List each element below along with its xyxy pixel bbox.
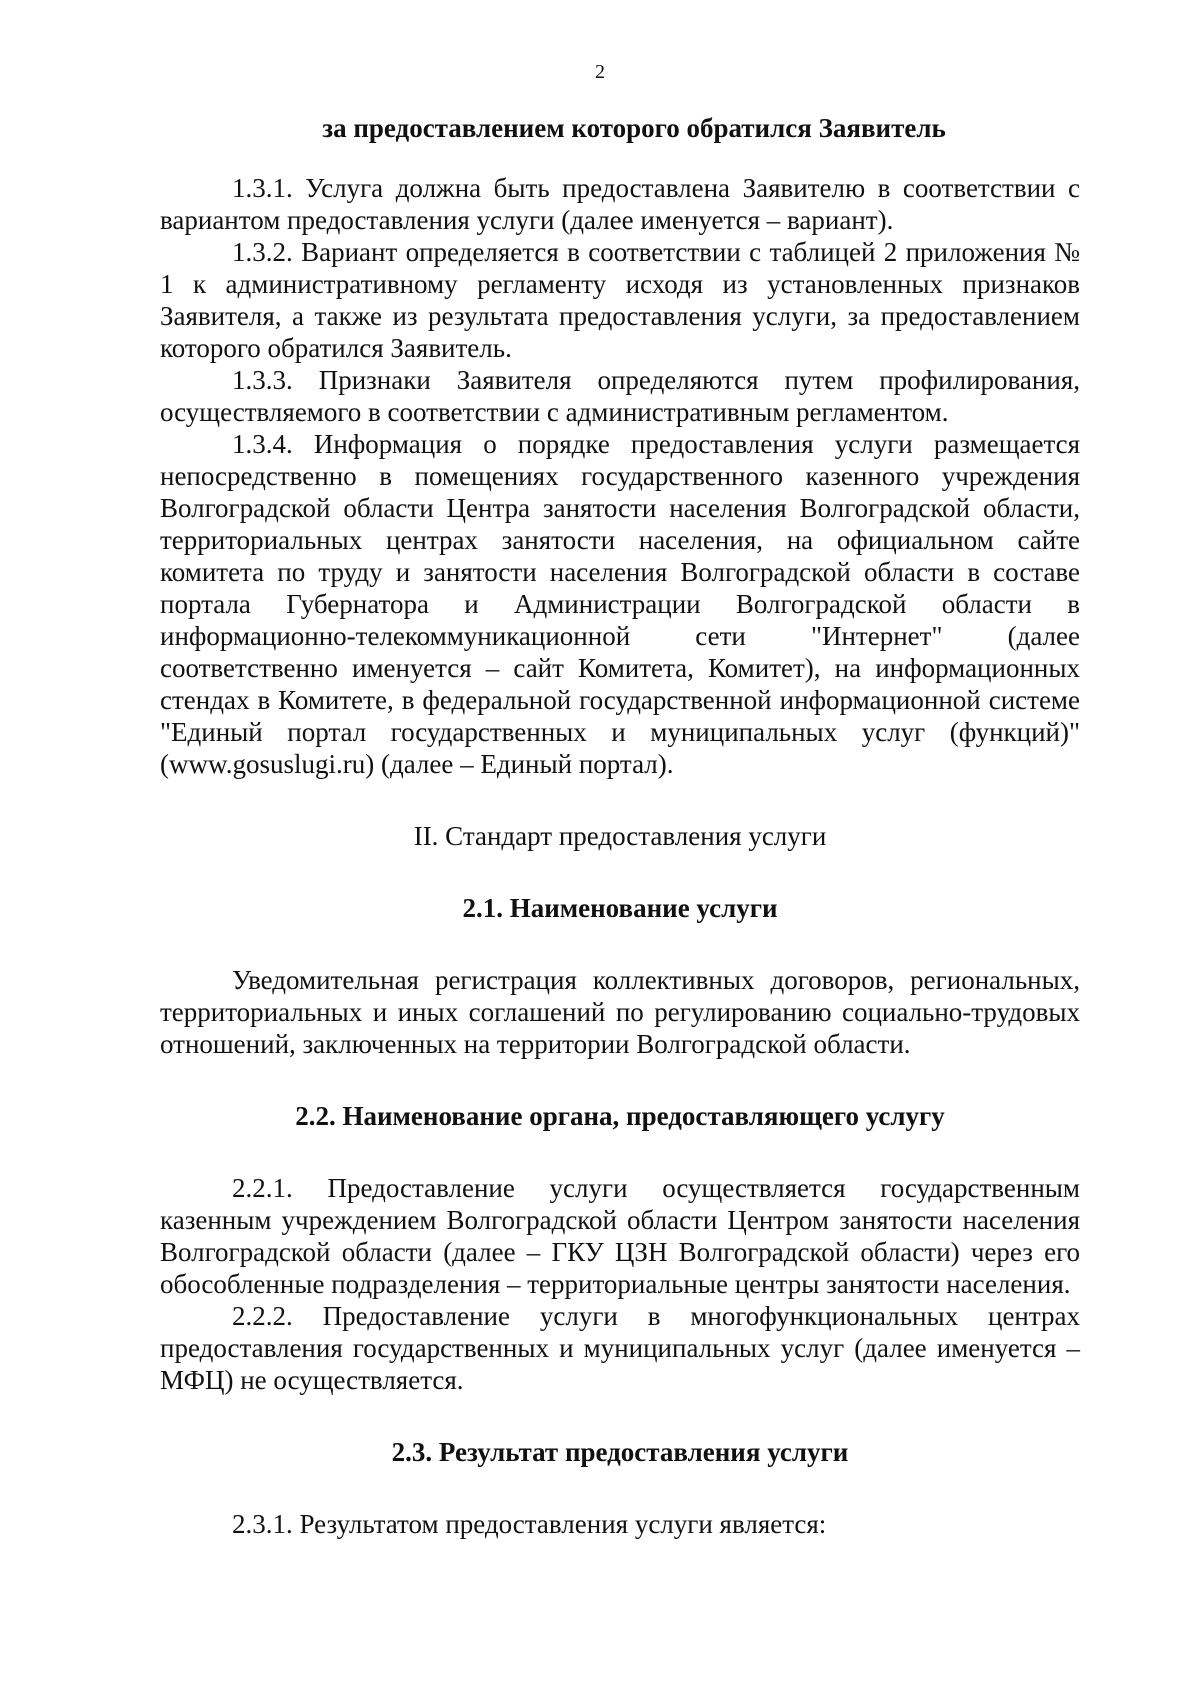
paragraph-1-3-1: 1.3.1. Услуга должна быть предоставлена Заявителю в соответствии с вариантом предоставления услуги (далее именуется – вариант). — [160, 173, 1080, 235]
paragraph-2-2-2: 2.2.2. Предоставление услуги в многофункциональных центрах предоставления государственных и муниципальных услуг (далее именуется – МФЦ) не осуществляется. — [160, 1301, 1080, 1395]
heading-2-3: 2.3. Результат предоставления услуги — [391, 1437, 849, 1467]
heading-2-1: 2.1. Наименование услуги — [462, 893, 778, 923]
section-2-title: II. Стандарт предоставления услуги — [413, 821, 827, 851]
document-body — [160, 112, 1080, 1540]
paragraph-1-3-4: 1.3.4. Информация о порядке предоставления услуги размещается непосредственно в помещениях государственного казенного учреждения Волгоградской области Центра занятости населения Волгоградской области, территориальных центрах занятости населения, на официальном сайте комитета по труду и занятости населения Волгоградской области в составе портала Губернатора и Администрации Волгоградской области в информационно-телекоммуникационной сети "Интернет" (далее соответственно именуется – сайт Комитета, Комитет), на информационных стендах в Комитете, в федеральной государственной информационной системе "Единый портал государственных и муниципальных услуг (функций)" (www.gosuslugi.ru) (далее – Единый портал). — [160, 429, 1080, 779]
continued-heading: за предоставлением которого обратился Заявитель — [322, 113, 946, 143]
page-number: 2 — [595, 61, 605, 83]
paragraph-2-1: Уведомительная регистрация коллективных договоров, региональных, территориальных и иных соглашений по регулированию социально-трудовых отношений, заключенных на территории Волгоградской области. — [160, 965, 1080, 1059]
heading-2-2: 2.2. Наименование органа, предоставляющего услугу — [295, 1101, 945, 1131]
paragraph-2-2-1: 2.2.1. Предоставление услуги осуществляется государственным казенным учреждением Волгоградской области Центром занятости населения Волгоградской области (далее – ГКУ ЦЗН Волгоградской области) через его обособленные подразделения – территориальные центры занятости населения. — [160, 1173, 1080, 1299]
paragraph-1-3-2: 1.3.2. Вариант определяется в соответствии с таблицей 2 приложения № 1 к административному регламенту исходя из установленных признаков Заявителя, а также из результата предоставления услуги, за предоставлением которого обратился Заявитель. — [160, 237, 1080, 363]
paragraph-2-3-1: 2.3.1. Результатом предоставления услуги является: — [232, 1509, 827, 1539]
paragraph-1-3-3: 1.3.3. Признаки Заявителя определяются путем профилирования, осуществляемого в соответствии с административным регламентом. — [160, 365, 1080, 427]
